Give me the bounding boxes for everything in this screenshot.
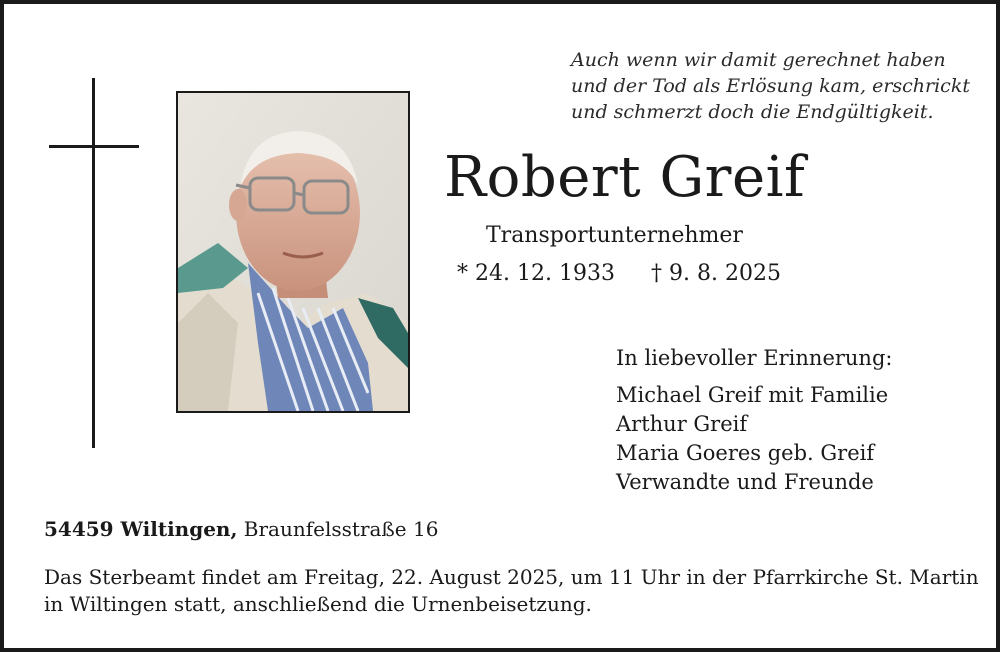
address-city: 54459 Wiltingen, — [44, 517, 238, 541]
portrait-illustration — [178, 93, 408, 411]
mourners-list — [616, 381, 888, 497]
condolence-quote — [571, 47, 991, 125]
birth-date: * 24. 12. 1933 — [457, 261, 615, 286]
mourner-name: Arthur Greif — [616, 412, 748, 436]
address-street: Braunfelsstraße 16 — [243, 517, 439, 541]
death-date: † 9. 8. 2025 — [651, 261, 781, 286]
mourner-name: Michael Greif mit Familie — [616, 383, 889, 407]
quote-line: und der Tod als Erlösung kam, erschrickt — [571, 75, 970, 97]
notice-line: in Wiltingen statt, anschließend die Urnenbeisetzung. — [44, 592, 592, 616]
quote-line: Auch wenn wir damit gerechnet haben — [571, 49, 946, 71]
mourner-name: Verwandte und Freunde — [616, 470, 874, 494]
cross-vertical-bar — [92, 78, 95, 448]
family-address — [44, 514, 438, 544]
memory-heading: In liebevoller Erinnerung: — [616, 346, 893, 370]
deceased-name: Robert Greif — [444, 145, 806, 210]
cross-horizontal-bar — [49, 145, 139, 148]
quote-line: und schmerzt doch die Endgültigkeit. — [571, 101, 934, 123]
deceased-occupation: Transportunternehmer — [486, 223, 743, 248]
notice-line: Das Sterbeamt findet am Freitag, 22. August 2025, um 11 Uhr in der Pfarrkirche St. Martin — [44, 565, 979, 589]
mourner-name: Maria Goeres geb. Greif — [616, 441, 875, 465]
portrait-photo — [176, 91, 410, 413]
funeral-notice — [44, 564, 979, 618]
